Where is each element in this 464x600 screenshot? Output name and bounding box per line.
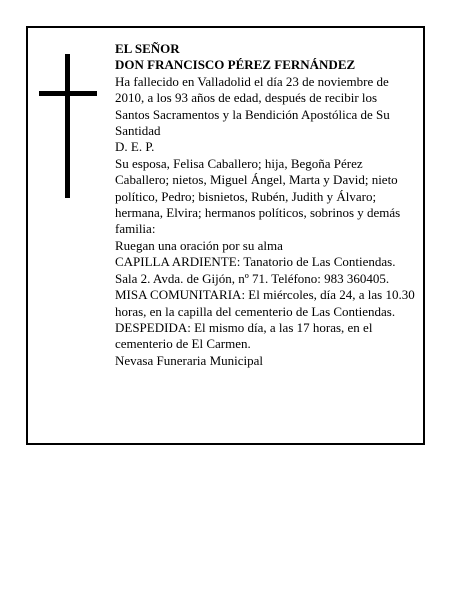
deceased-name: DON FRANCISCO PÉREZ FERNÁNDEZ	[115, 57, 356, 73]
cross-vertical-bar	[65, 54, 70, 198]
farewell-info: DESPEDIDA: El mismo día, a las 17 horas, en el cementerio de El Carmen.	[115, 319, 373, 352]
chapel-info: CAPILLA ARDIENTE: Tanatorio de Las Contiendas. Sala 2. Avda. de Gijón, nº 71. Teléfono: 983 360405.	[115, 254, 396, 286]
death-announcement: Ha fallecido en Valladolid el día 23 de noviembre de 2010, a los 93 años de edad, después de recibir los Santos Sacramentos y la Bendición Apostólica de Su Santidad	[115, 73, 390, 139]
prayer-request: Ruegan una oración por su alma	[115, 237, 283, 253]
family-list: Su esposa, Felisa Caballero; hija, Begoña Pérez Caballero; nietos, Miguel Ángel, Marta y David; nieto político, Pedro; bisnietos, Rubén, Judith y Álvaro; hermana, Elvira; hermanos políticos, sobrinos y demás familia:	[115, 155, 401, 237]
funeral-home: Nevasa Funeraria Municipal	[115, 352, 264, 368]
obituary-notice	[26, 26, 425, 445]
cross-horizontal-bar	[39, 91, 97, 96]
rest-in-peace: D. E. P.	[115, 139, 155, 155]
heading-title: EL SEÑOR	[115, 41, 180, 56]
cross-icon	[39, 54, 97, 198]
obituary-text	[115, 41, 415, 369]
mass-info: MISA COMUNITARIA: El miércoles, día 24, a las 10.30 horas, en la capilla del cementerio de Las Contiendas.	[115, 287, 415, 319]
